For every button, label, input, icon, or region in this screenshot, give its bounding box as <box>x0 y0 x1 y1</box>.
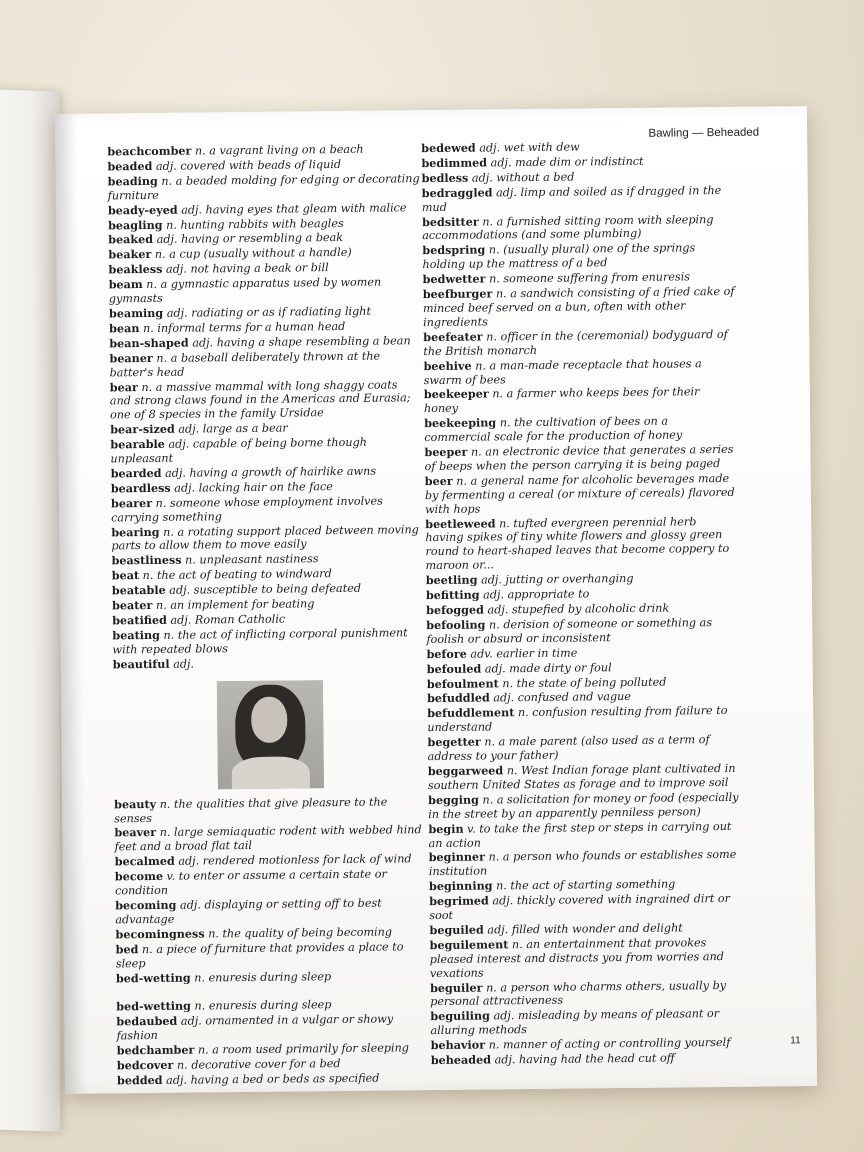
headword: becomingness <box>115 926 205 942</box>
part-of-speech: adj. <box>174 481 196 495</box>
part-of-speech: adj. <box>483 588 505 602</box>
part-of-speech: adj. <box>493 691 515 705</box>
definition: someone whose employment involves carrying something <box>111 494 383 525</box>
headword: bedless <box>421 170 469 185</box>
definition: having a bed or beds as specified <box>190 1071 380 1087</box>
dictionary-entry <box>424 414 736 445</box>
part-of-speech: n. <box>484 735 496 749</box>
part-of-speech: n. <box>141 942 153 956</box>
definition: a gymnastic apparatus used by women gymnasts <box>108 275 382 306</box>
headword: beaner <box>109 350 153 366</box>
definition: hunting rabbits with beagles <box>180 216 344 232</box>
dictionary-entry <box>429 848 741 879</box>
headword: beastliness <box>111 553 182 568</box>
headword: becalmed <box>114 854 175 869</box>
headword: beardless <box>110 480 171 496</box>
part-of-speech: adj. <box>155 159 177 173</box>
dictionary-entry <box>425 472 737 517</box>
definition: the quality of being becoming <box>222 925 393 941</box>
definition: wet with dew <box>503 140 580 155</box>
definition: a person who charms others, usually by personal attractiveness <box>430 978 727 1009</box>
headword: beautiful <box>112 656 170 672</box>
definition: capable of being borne though unpleasant <box>110 435 367 466</box>
definition: large semiaquatic rodent with webbed hind feet and a broad flat tail <box>114 823 422 854</box>
headword: beekeeping <box>424 415 497 431</box>
definition: someone suffering from enuresis <box>503 270 691 286</box>
left-entries-end <box>116 998 429 1089</box>
headword: beaver <box>114 825 157 840</box>
headword: bearing <box>111 524 160 539</box>
part-of-speech: n. <box>492 387 504 401</box>
headword: bearable <box>110 436 165 452</box>
definition: ornamented in a vulgar or showy fashion <box>116 1012 394 1043</box>
dictionary-entry <box>110 378 422 423</box>
headword: beating <box>112 627 161 643</box>
headword: beatified <box>112 612 167 628</box>
dictionary-entry <box>109 349 421 380</box>
dictionary-entry <box>109 275 421 306</box>
part-of-speech: adj. <box>166 1073 188 1087</box>
definition: decorative cover for a bed <box>191 1057 341 1072</box>
definition: the qualities that give pleasure to the senses <box>114 795 388 825</box>
definition: enuresis during sleep <box>208 998 332 1013</box>
headword: beaked <box>108 232 154 247</box>
part-of-speech: n. <box>495 879 507 893</box>
definition: jutting or overhanging <box>505 572 634 587</box>
part-of-speech: n. <box>156 351 168 365</box>
dictionary-entry <box>429 892 741 923</box>
dictionary-entry <box>430 1007 742 1038</box>
part-of-speech: n. <box>176 1058 188 1072</box>
facing-page-edge <box>0 88 60 1131</box>
part-of-speech: adj. <box>173 657 195 671</box>
definition: confusion resulting from failure to understand <box>427 704 728 735</box>
headword: befuddled <box>426 690 490 706</box>
definition: earlier in time <box>496 646 578 661</box>
part-of-speech: n. <box>194 999 206 1013</box>
definition: misleading by means of pleasant or alluring methods <box>430 1007 720 1038</box>
part-of-speech: n. <box>506 764 518 778</box>
definition: the state of being polluted <box>516 675 667 690</box>
headword: beaker <box>108 247 152 262</box>
dictionary-entry <box>423 285 735 330</box>
headword: beatable <box>111 583 166 598</box>
part-of-speech: adj. <box>178 422 200 436</box>
headword: beetleweed <box>425 515 496 531</box>
headword: beginner <box>428 849 486 865</box>
definition: appropriate to <box>507 587 590 602</box>
dictionary-entry <box>114 795 426 826</box>
headword: bedded <box>116 1072 163 1088</box>
headword: bedwetter <box>422 271 486 287</box>
headword: bedchamber <box>116 1042 195 1058</box>
part-of-speech: adj. <box>479 141 501 155</box>
page-number: 11 <box>790 1035 801 1047</box>
dictionary-entry <box>427 733 739 764</box>
part-of-speech: adj. <box>192 336 214 350</box>
part-of-speech: n. <box>208 927 219 941</box>
definition: a room used primarily for sleeping <box>212 1041 409 1057</box>
part-of-speech: n. <box>155 598 167 613</box>
headword: behavior <box>430 1037 486 1053</box>
headword: beakless <box>108 262 163 277</box>
part-of-speech: n. <box>511 937 523 952</box>
part-of-speech: adj. <box>495 185 517 200</box>
headword: befitting <box>425 587 480 603</box>
headword: beaming <box>108 305 164 321</box>
headword: befooling <box>426 617 486 633</box>
headword: bean <box>109 320 140 336</box>
dictionary-entry <box>112 626 424 657</box>
definition: a solicitation for money or food (especially in the street by an apparently penniless person) <box>428 790 739 821</box>
part-of-speech: adj. <box>156 233 178 247</box>
headword: beading <box>107 173 158 189</box>
part-of-speech: n. <box>163 525 174 539</box>
definition: a vagrant living on a beach <box>209 142 364 158</box>
left-entries-bottom <box>114 795 428 986</box>
definition: manner of acting or controlling yourself <box>502 1036 731 1052</box>
headword: beam <box>108 277 143 292</box>
part-of-speech: n. <box>502 676 514 690</box>
definition: a sandwich consisting of a fried cake of minced beef served on a bun, often with other ingredients <box>422 284 735 329</box>
part-of-speech: adj. <box>490 156 512 170</box>
definition: without a bed <box>496 170 575 185</box>
dictionary-entry <box>423 356 735 387</box>
part-of-speech: adj. <box>166 306 188 320</box>
dictionary-entry <box>423 328 735 359</box>
headword: bedcover <box>116 1057 174 1073</box>
definition: limp and soiled as if dragged in the mud <box>421 183 722 214</box>
headword: beginning <box>428 878 493 894</box>
part-of-speech: n. <box>499 416 511 430</box>
headword: begrimed <box>429 893 489 909</box>
definition: made dim or indistinct <box>514 154 644 170</box>
headword: becoming <box>115 897 177 913</box>
headword: bear-sized <box>110 421 175 437</box>
part-of-speech: n. <box>166 218 177 232</box>
definition: an entertainment that provokes pleased interest and distracts you from worries and vexations <box>429 936 724 980</box>
part-of-speech: adj. <box>169 583 191 597</box>
part-of-speech: n. <box>488 618 500 632</box>
headword: beeper <box>424 444 468 460</box>
part-of-speech: adj. <box>471 171 493 185</box>
definition: unpleasant nastiness <box>199 552 319 567</box>
headword: begin <box>428 821 464 836</box>
definition: a rotating support placed between moving parts to allow them to move easily <box>111 522 419 553</box>
headword: bedimmed <box>421 155 488 171</box>
headword: bearer <box>110 495 153 511</box>
definition: a piece of furniture that provides a place to sleep <box>115 940 404 970</box>
headword: bed-wetting <box>115 970 191 985</box>
headword: beguiling <box>430 1008 491 1024</box>
left-entries-top <box>107 142 424 672</box>
part-of-speech: n. <box>488 850 500 864</box>
definition: filled with wonder and delight <box>511 921 683 937</box>
part-of-speech: n. <box>498 516 510 530</box>
headword: beagling <box>107 217 163 232</box>
headword: beauty <box>114 796 157 812</box>
definition: to take the first step or steps in carrying out an action <box>428 819 732 850</box>
part-of-speech: n. <box>146 278 158 292</box>
definition: lacking hair on the face <box>198 479 333 495</box>
headword: beefburger <box>422 286 493 302</box>
dictionary-entry <box>114 824 426 855</box>
definition: having or resembling a beak <box>181 231 344 247</box>
part-of-speech: n. <box>495 287 507 301</box>
definition: West Indian forage plant cultivated in southern United States as forage and to improve soil <box>427 761 736 792</box>
dictionary-entry <box>428 819 740 850</box>
definition: Roman Catholic <box>194 612 286 627</box>
definition: tufted evergreen perennial herb having spikes of tiny white flowers and glossy green round to heart-shaped leaves that become coppery to maroon or... <box>425 514 730 573</box>
part-of-speech: adj. <box>492 894 514 908</box>
dictionary-entry <box>424 385 736 416</box>
part-of-speech: n. <box>142 569 154 583</box>
dictionary-entry <box>115 867 427 898</box>
headword: bedewed <box>421 140 476 156</box>
part-of-speech: adj. <box>484 661 506 676</box>
dictionary-entry <box>116 940 428 971</box>
definition: the act of beating to windward <box>156 567 332 583</box>
definition: a farmer who keeps bees for their honey <box>423 385 700 416</box>
headword: bean-shaped <box>109 335 189 351</box>
dictionary-entry <box>108 172 420 203</box>
definition: the cultivation of bees on a commercial scale for the production of honey <box>424 414 683 445</box>
definition: not having a beak or bill <box>190 261 329 276</box>
headword: beady-eyed <box>107 202 178 218</box>
headword: beater <box>111 598 153 613</box>
headword: befuddlement <box>427 705 515 721</box>
headword: bedspring <box>422 242 486 258</box>
part-of-speech: n. <box>194 970 206 985</box>
definition: having had the head cut off <box>518 1051 675 1067</box>
right-entries <box>421 139 743 1068</box>
definition: a beaded molding for edging or decorating furniture <box>107 171 420 203</box>
definition: informal terms for a human head <box>157 319 346 335</box>
dictionary-entry <box>422 184 734 215</box>
definition: having a shape resembling a bean <box>216 334 411 350</box>
definition: a male parent (also used as a term of address to your father) <box>427 733 710 764</box>
definition: derision of someone or something as foolish or absurd or inconsistent <box>426 616 713 646</box>
headword: beggarweed <box>427 763 504 779</box>
dictionary-entry <box>430 936 742 981</box>
definition: thickly covered with ingrained dirt or soot <box>429 892 731 923</box>
definition: the act of starting something <box>510 877 676 893</box>
headword: beachcomber <box>107 143 192 159</box>
part-of-speech: adj. <box>493 1009 515 1023</box>
definition: officer in the (ceremonial) bodyguard of the British monarch <box>423 327 728 358</box>
portrait-photo <box>217 680 324 789</box>
headword: beat <box>111 568 140 583</box>
headword: beefeater <box>423 329 483 344</box>
part-of-speech: n. <box>482 793 494 807</box>
part-of-speech: n. <box>159 826 171 840</box>
part-of-speech: adv. <box>470 647 493 661</box>
part-of-speech: n. <box>185 553 196 567</box>
part-of-speech: adj. <box>480 573 502 587</box>
part-of-speech: n. <box>488 243 500 257</box>
headword: beguiler <box>429 980 483 995</box>
definition: a person who founds or establishes some institution <box>428 848 737 879</box>
definition: made dirty or foul <box>509 660 612 675</box>
definition: an electronic device that generates a series of beeps when the person carrying it is being paged <box>424 442 734 474</box>
headword: beguilement <box>429 937 509 952</box>
headword: bedraggled <box>421 185 493 200</box>
definition: (usually plural) one of the springs holding up the mattress of a bed <box>422 241 696 272</box>
definition: displaying or setting off to best advantage <box>115 896 382 927</box>
headword: beekeeper <box>423 386 489 402</box>
part-of-speech: n. <box>482 214 494 229</box>
definition: enuresis during sleep <box>208 969 332 984</box>
part-of-speech: adj. <box>165 262 187 277</box>
headword: bedsitter <box>421 214 479 229</box>
part-of-speech: n. <box>159 797 171 811</box>
dictionary-entry <box>111 523 423 554</box>
headword: beaded <box>107 158 153 174</box>
part-of-speech: adj. <box>494 1053 516 1067</box>
dictionary-entry <box>428 791 740 822</box>
headword: beguiled <box>429 922 484 938</box>
headword: begging <box>428 792 479 807</box>
definition: a massive mammal with long shaggy coats and strong claws found in the Americas and Eurasia; one of 8 species in the family Ursidae <box>109 377 411 422</box>
part-of-speech: n. <box>485 980 497 995</box>
headword: beer <box>424 473 453 488</box>
part-of-speech: adj. <box>487 603 509 617</box>
dictionary-entry <box>422 241 734 272</box>
headword: bedaubed <box>116 1014 178 1029</box>
part-of-speech: n. <box>155 496 167 510</box>
headword: befoulment <box>426 675 499 691</box>
definition: confused and vague <box>517 690 632 705</box>
definition: a furnished sitting room with sleeping accommodations (and some plumbing) <box>422 212 714 243</box>
dictionary-entry <box>117 1071 429 1088</box>
definition: stupefied by alcoholic drink <box>511 601 670 617</box>
definition: rendered motionless for lack of wind <box>202 852 412 868</box>
dictionary-entry <box>428 762 740 793</box>
definition: having eyes that gleam with malice <box>205 200 407 217</box>
left-column <box>107 142 429 1089</box>
part-of-speech: n. <box>142 321 154 335</box>
dictionary-entry <box>430 978 742 1009</box>
definition: large as a bear <box>202 421 288 436</box>
headword: bed-wetting <box>116 998 192 1014</box>
headword: beetling <box>425 572 478 588</box>
definition: covered with beads of liquid <box>180 157 342 173</box>
definition: to enter or assume a certain state or condition <box>114 867 387 898</box>
dictionary-entry <box>111 494 423 525</box>
dictionary-entry <box>116 1012 428 1043</box>
part-of-speech: n. <box>456 474 468 488</box>
part-of-speech: n. <box>163 628 175 642</box>
part-of-speech: n. <box>141 380 153 394</box>
part-of-speech: n. <box>470 445 482 459</box>
headword: bed <box>115 941 139 957</box>
dictionary-entry <box>427 704 739 735</box>
part-of-speech: adj. <box>181 203 203 217</box>
definition: susceptible to being defeated <box>193 581 362 597</box>
definition: having a growth of hairlike awns <box>189 464 377 480</box>
dictionary-entry <box>431 1051 743 1068</box>
part-of-speech: adj. <box>179 898 201 912</box>
part-of-speech: v. <box>166 869 176 883</box>
right-column <box>421 139 743 1069</box>
dictionary-entry <box>426 616 738 647</box>
definition: an implement for beating <box>170 597 315 612</box>
part-of-speech: adj. <box>165 466 187 480</box>
definition: radiating or as if radiating light <box>191 304 372 320</box>
definition: a baseball deliberately thrown at the batter's head <box>109 349 381 379</box>
part-of-speech: n. <box>486 330 498 344</box>
headword: beehive <box>423 358 472 373</box>
part-of-speech: adj. <box>170 613 192 627</box>
part-of-speech: adj. <box>180 1014 202 1029</box>
running-head: Bawling — Beheaded <box>648 126 760 140</box>
dictionary-entry <box>110 435 422 466</box>
dictionary-page <box>55 106 817 1094</box>
headword: befogged <box>426 602 484 618</box>
part-of-speech: adj. <box>487 923 509 937</box>
headword: beheaded <box>430 1052 492 1068</box>
dictionary-entry <box>425 514 738 573</box>
part-of-speech: n. <box>197 1043 209 1057</box>
dictionary-entry <box>113 655 425 672</box>
part-of-speech: n. <box>161 174 173 188</box>
part-of-speech: adj. <box>178 854 200 868</box>
part-of-speech: n. <box>488 1038 500 1052</box>
part-of-speech: v. <box>467 822 476 836</box>
headword: befouled <box>426 661 482 676</box>
part-of-speech: adj. <box>168 437 190 451</box>
part-of-speech: n. <box>488 272 500 286</box>
definition: a cup (usually without a handle) <box>169 246 352 262</box>
part-of-speech: n. <box>194 144 206 158</box>
part-of-speech: n. <box>154 248 166 262</box>
dictionary-entry <box>422 212 734 243</box>
definition: a general name for alcoholic beverages made by fermenting a cereal (or mixture of cereals) flavored with hops <box>424 471 735 516</box>
headword: bear <box>109 379 138 394</box>
part-of-speech: n. <box>475 359 487 373</box>
dictionary-entry <box>115 896 427 927</box>
headword: begetter <box>427 734 481 750</box>
headword: bearded <box>110 465 162 481</box>
definition: a man-made receptacle that houses a swarm of bees <box>423 356 702 387</box>
definition: the act of inflicting corporal punishment with repeated blows <box>112 626 408 657</box>
dictionary-entry <box>424 443 736 474</box>
headword: become <box>114 869 164 884</box>
headword: before <box>426 646 467 661</box>
part-of-speech: n. <box>517 706 529 720</box>
